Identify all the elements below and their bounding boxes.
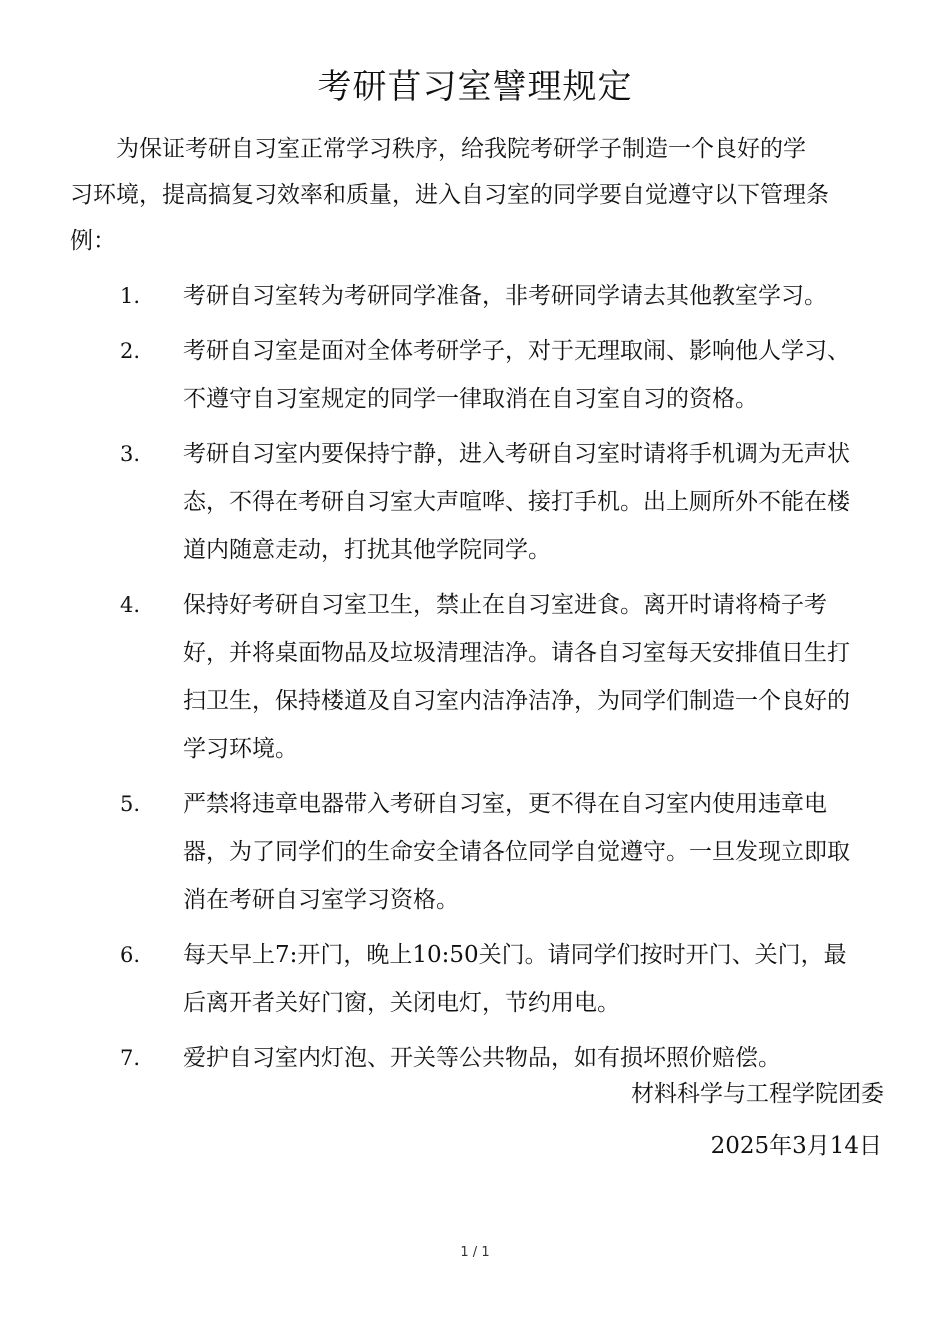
intro-line: 例：	[70, 228, 116, 254]
rule-number: 7.	[120, 1046, 141, 1070]
rule-item-2	[0, 327, 950, 423]
rule-text	[183, 581, 898, 773]
rule-line: 好，并将桌面物品及垃圾清理洁净。请各自习室每天安排值日生打	[183, 640, 850, 666]
rule-line: 器，为了同学们的生命安全请各位同学自觉遵守。一旦发现立即取	[183, 839, 850, 865]
rule-text	[183, 931, 898, 1027]
rule-line: 每天早上7:开门，晚上10:50关门。请同学们按时开门、关门，最	[183, 942, 847, 968]
rule-line: 保持好考研自习室卫生，禁止在自习室进食。离开时请将椅子考	[183, 592, 827, 618]
rules-list	[0, 272, 950, 1089]
rule-line: 学习环境。	[183, 736, 298, 762]
rule-line: 考研自习室内要保持宁静，进入考研自习室时请将手机调为无声状	[183, 441, 850, 467]
page-indicator: 1 / 1	[460, 1245, 490, 1260]
rule-line: 考研自习室是面对全体考研学子，对于无理取闹、影响他人学习、	[183, 338, 850, 364]
rule-item-5	[0, 780, 950, 924]
rule-line: 扫卫生，保持楼道及自习室内洁净洁净，为同学们制造一个良好的	[183, 688, 850, 714]
rule-text	[183, 780, 898, 924]
rule-text	[183, 272, 898, 320]
rule-line: 严禁将违章电器带入考研自习室，更不得在自习室内使用违章电	[183, 791, 827, 817]
rule-line: 道内随意走动，打扰其他学院同学。	[183, 537, 551, 563]
rule-text	[183, 327, 898, 423]
document-date: 2025年3月14日	[710, 1133, 882, 1159]
rule-item-3	[0, 430, 950, 574]
document-title: 考研苜习室譬理规定	[317, 67, 633, 107]
rule-item-6	[0, 931, 950, 1027]
rule-line: 考研自习室转为考研同学准备，非考研同学请去其他教室学习。	[183, 283, 827, 309]
rule-number: 6.	[120, 943, 141, 967]
intro-line: 习环境，提高搞复习效率和质量，进入自习室的同学要自觉遵守以下管理条	[70, 182, 829, 208]
rule-item-4	[0, 581, 950, 773]
rule-number: 1.	[120, 284, 141, 308]
signature: 材料科学与工程学院团委	[631, 1081, 884, 1107]
rule-number: 5.	[120, 792, 141, 816]
rule-line: 后离开者关好门窗，关闭电灯，节约用电。	[183, 990, 620, 1016]
rule-line: 爱护自习室内灯泡、开关等公共物品，如有损坏照价赔偿。	[183, 1045, 781, 1071]
rule-line: 态，不得在考研自习室大声喧哗、接打手机。出上厕所外不能在楼	[183, 489, 850, 515]
rule-number: 4.	[120, 593, 141, 617]
rule-number: 3.	[120, 442, 141, 466]
rule-number: 2.	[120, 339, 141, 363]
intro-paragraph	[70, 126, 910, 264]
rule-item-1	[0, 272, 950, 320]
rule-line: 不遵守自习室规定的同学一律取消在自习室自习的资格。	[183, 386, 758, 412]
intro-line: 为保证考研自习室正常学习秩序，给我院考研学子制造一个良好的学	[116, 136, 806, 162]
rule-line: 消在考研自习室学习资格。	[183, 887, 459, 913]
rule-text	[183, 430, 898, 574]
